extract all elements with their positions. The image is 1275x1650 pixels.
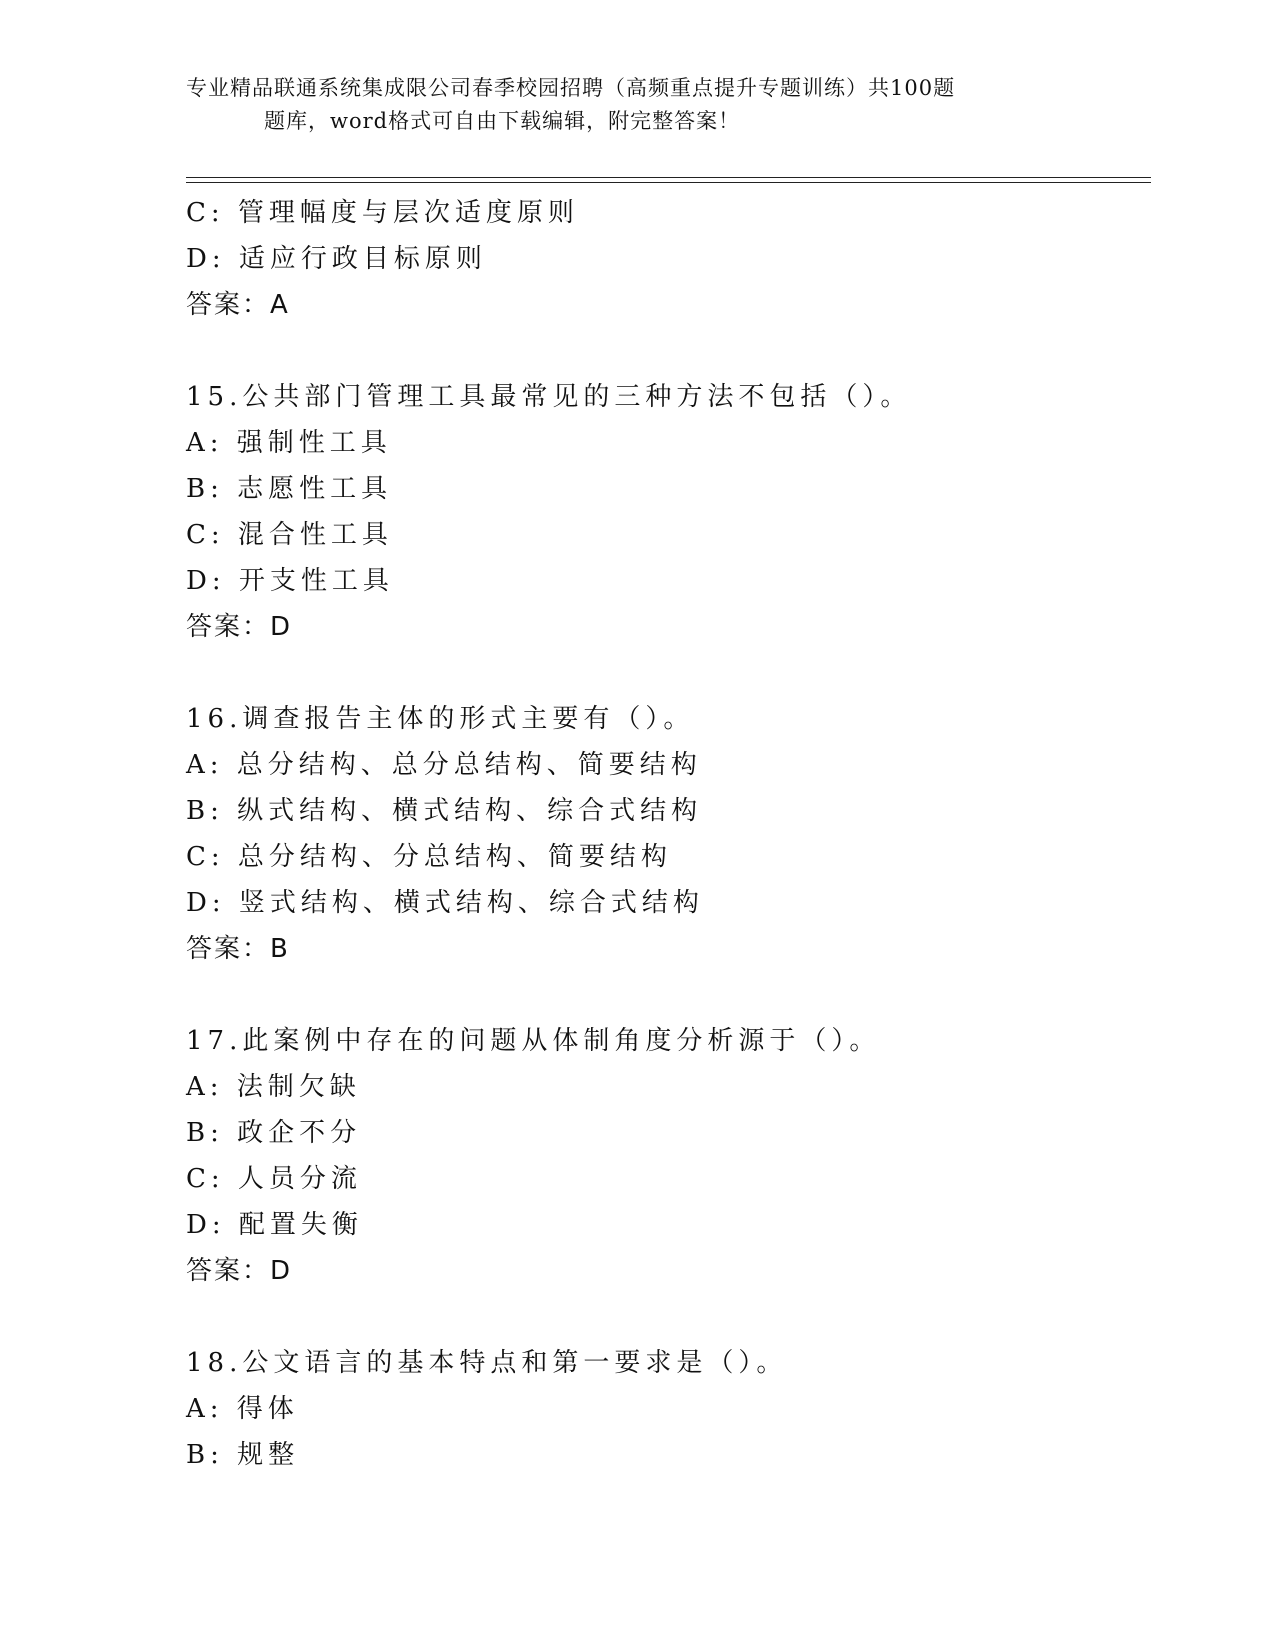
question-stem: 16.调查报告主体的形式主要有（）。 [186, 704, 695, 734]
option-b: B: 政企不分 [186, 1118, 362, 1148]
question-stem: 15.公共部门管理工具最常见的三种方法不包括（）。 [186, 382, 912, 412]
option-b: B: 纵式结构、横式结构、综合式结构 [186, 796, 703, 826]
question-18 [186, 1340, 1146, 1478]
header-divider-top [186, 177, 1151, 178]
option-b: B: 志愿性工具 [186, 474, 393, 504]
question-stem: 18.公文语言的基本特点和第一要求是（）。 [186, 1348, 788, 1378]
header-divider-bottom [186, 182, 1151, 183]
option-c: C: 管理幅度与层次适度原则 [186, 198, 579, 228]
answer-line: 答案：B [186, 934, 290, 964]
option-d: D: 竖式结构、横式结构、综合式结构 [186, 888, 704, 918]
spacer [186, 1294, 1146, 1340]
spacer [186, 650, 1146, 696]
option-a: A: 强制性工具 [186, 428, 392, 458]
question-14-continued [186, 190, 1146, 328]
question-15 [186, 374, 1146, 650]
option-d: D: 配置失衡 [186, 1210, 363, 1240]
option-d: D: 适应行政目标原则 [186, 244, 487, 274]
question-list [186, 190, 1146, 1478]
option-c: C: 混合性工具 [186, 520, 393, 550]
answer-line: 答案：D [186, 612, 293, 642]
option-d: D: 开支性工具 [186, 566, 394, 596]
header-title-line-1: 专业精品联通系统集成限公司春季校园招聘（高频重点提升专题训练）共100题 [186, 76, 956, 100]
option-b: B: 规整 [186, 1440, 300, 1470]
answer-line: 答案：A [186, 290, 290, 320]
header-title-line-2: 题库，word格式可自由下载编辑，附完整答案！ [264, 109, 741, 133]
option-a: A: 法制欠缺 [186, 1072, 361, 1102]
option-c: C: 总分结构、分总结构、简要结构 [186, 842, 672, 872]
question-stem: 17.此案例中存在的问题从体制角度分析源于（）。 [186, 1026, 881, 1056]
spacer [186, 972, 1146, 1018]
answer-line: 答案：D [186, 1256, 293, 1286]
question-17 [186, 1018, 1146, 1294]
document-header [186, 72, 1086, 138]
option-a: A: 总分结构、总分总结构、简要结构 [186, 750, 702, 780]
question-16 [186, 696, 1146, 972]
option-a: A: 得体 [186, 1394, 299, 1424]
spacer [186, 328, 1146, 374]
option-c: C: 人员分流 [186, 1164, 362, 1194]
